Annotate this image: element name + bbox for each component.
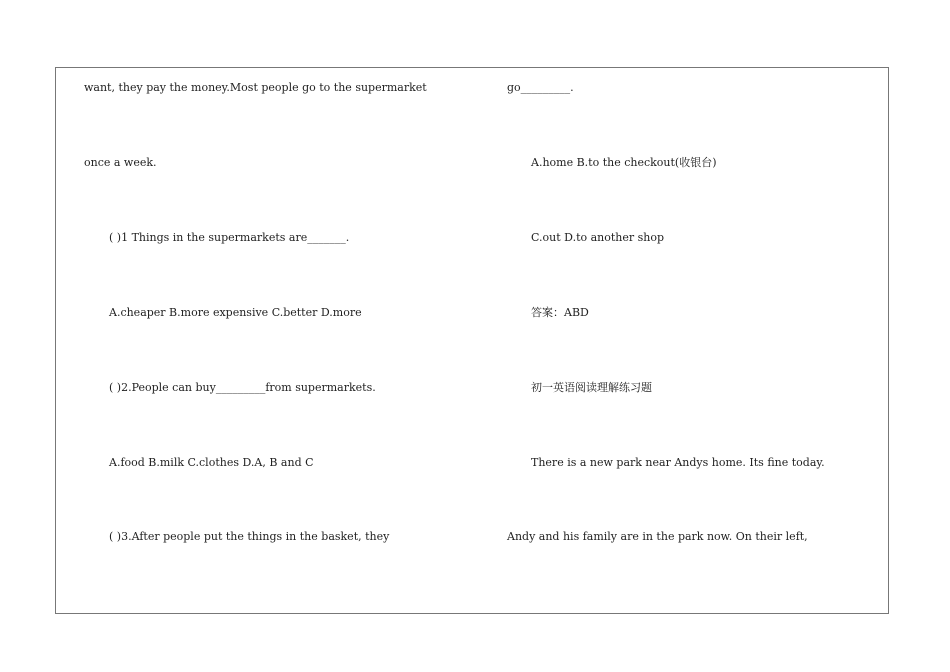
passage-text-line: There is a new park near Andys home. Its fine today. bbox=[531, 456, 825, 469]
question-1-options: A.cheaper B.more expensive C.better D.more bbox=[109, 306, 362, 319]
question-2: ( )2.People can buy_________from supermarkets. bbox=[109, 381, 376, 394]
passage-text-line: once a week. bbox=[84, 156, 157, 169]
question-2-options: A.food B.milk C.clothes D.A, B and C bbox=[109, 456, 314, 469]
passage-text-line: Andy and his family are in the park now. On their left, bbox=[507, 530, 808, 543]
question-3-options-a-b: A.home B.to the checkout(收银台) bbox=[531, 156, 717, 169]
answer-key: 答案：ABD bbox=[531, 306, 589, 319]
question-1: ( )1 Things in the supermarkets are_______. bbox=[109, 231, 350, 244]
question-3-continued: go_________. bbox=[507, 81, 574, 94]
question-3: ( )3.After people put the things in the basket, they bbox=[109, 530, 390, 543]
section-title: 初一英语阅读理解练习题 bbox=[531, 381, 652, 394]
passage-text-line: want, they pay the money.Most people go to the supermarket bbox=[84, 81, 427, 94]
question-3-options-c-d: C.out D.to another shop bbox=[531, 231, 665, 244]
